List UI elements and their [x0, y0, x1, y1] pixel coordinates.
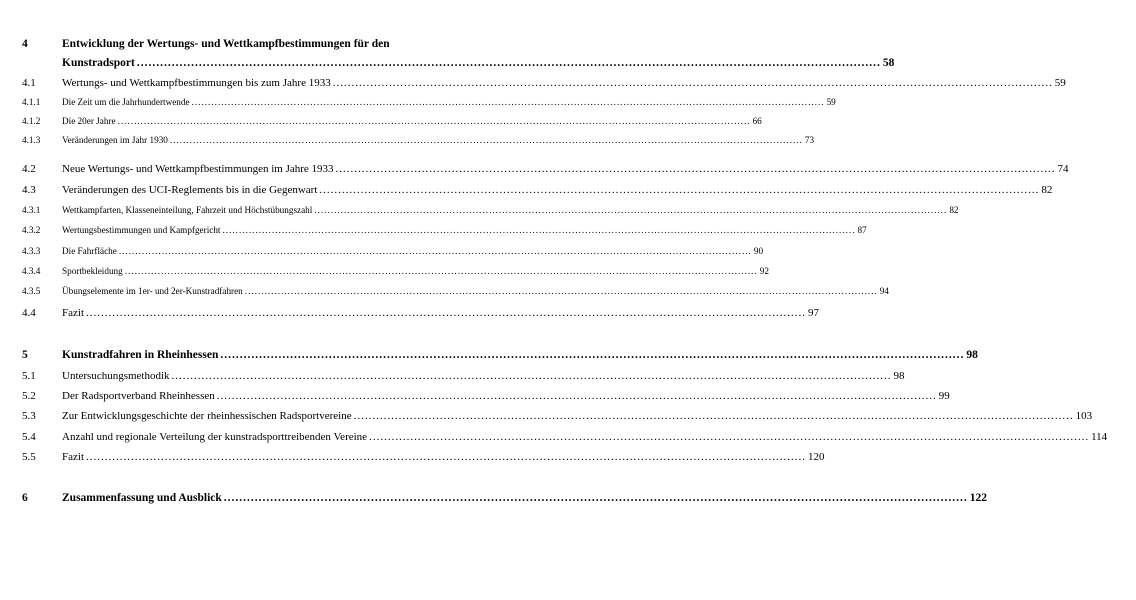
leader-dots — [224, 492, 968, 504]
toc-entry-4 — [22, 38, 432, 50]
toc-page: 82 — [949, 205, 959, 215]
toc-title: Veränderungen im Jahr 1930 — [62, 135, 168, 145]
toc-entry-4-3 — [22, 184, 1053, 196]
toc-title: Neue Wertungs- und Wettkampfbestimmungen im Jahre 1933 — [62, 163, 334, 175]
toc-title: Zur Entwicklungsgeschichte der rheinhessischen Radsportvereine — [62, 410, 352, 422]
toc-number: 5.3 — [22, 410, 36, 422]
leader-dots — [118, 116, 751, 126]
toc-page: 114 — [1091, 431, 1108, 443]
toc-entry-4-3-2 — [22, 225, 867, 235]
toc-title: Die Zeit um die Jahrhundertwende — [62, 97, 190, 107]
leader-dots — [119, 246, 752, 256]
toc-entry-4-cont — [22, 57, 895, 69]
toc-page: 82 — [1041, 184, 1053, 196]
toc-entry-4-3-4 — [22, 266, 769, 276]
toc-entry-4-4 — [22, 307, 819, 319]
toc-entry-4-3-1 — [22, 205, 959, 215]
toc-page: 92 — [759, 266, 769, 276]
toc-entry-4-1 — [22, 77, 1066, 89]
leader-dots — [336, 163, 1056, 175]
toc-page: 58 — [882, 57, 895, 69]
toc-page: 122 — [969, 492, 988, 504]
leader-dots — [354, 410, 1074, 422]
leader-dots — [245, 286, 878, 296]
toc-title: Der Radsportverband Rheinhessen — [62, 390, 215, 402]
toc-number: 4.1.2 — [22, 116, 41, 126]
toc-number: 5.1 — [22, 370, 36, 382]
toc-title: Wettkampfarten, Klasseneinteilung, Fahrzeit und Höchstübungszahl — [62, 205, 313, 215]
toc-page: 98 — [893, 370, 905, 382]
toc-number: 4.3.4 — [22, 266, 41, 276]
toc-title: Anzahl und regionale Verteilung der kunstradsporttreibenden Vereine — [62, 431, 368, 443]
toc-title: Untersuchungsmethodik — [62, 370, 170, 382]
toc-number: 4.1 — [22, 77, 36, 89]
toc-entry-4-3-3 — [22, 246, 764, 256]
toc-entry-5 — [22, 349, 978, 361]
toc-entry-5-2 — [22, 390, 950, 402]
toc-page: 74 — [1057, 163, 1069, 175]
leader-dots — [192, 97, 825, 107]
toc-number: 5.4 — [22, 431, 36, 443]
leader-dots — [86, 451, 806, 463]
toc-page: 103 — [1075, 410, 1093, 422]
leader-dots — [217, 390, 937, 402]
leader-dots — [314, 205, 947, 215]
toc-title: Kunstradfahren in Rheinhessen — [62, 349, 219, 361]
toc-title: Fazit — [62, 451, 84, 463]
toc-page: 97 — [808, 307, 819, 319]
toc-title: Wertungsbestimmungen und Kampfgericht — [62, 225, 221, 235]
toc-number: 4.1.3 — [22, 135, 41, 145]
toc-number: 4.3.3 — [22, 246, 41, 256]
toc-page: 90 — [753, 246, 764, 256]
toc-title: Kunstradsport — [62, 57, 135, 69]
leader-dots — [369, 431, 1089, 443]
toc-page: 99 — [938, 390, 950, 402]
toc-title: Entwicklung der Wertungs- und Wettkampfbestimmungen für den — [62, 38, 390, 50]
toc-number: 4 — [22, 38, 28, 50]
leader-dots — [220, 349, 964, 361]
toc-number: 4.2 — [22, 163, 36, 175]
leader-dots — [333, 77, 1053, 89]
toc-page: 59 — [1054, 77, 1066, 89]
toc-number: 5 — [22, 349, 28, 361]
toc-entry-4-2 — [22, 163, 1069, 175]
toc-page: 59 — [826, 97, 836, 107]
toc-title: Übungselemente im 1er- und 2er-Kunstradfahren — [62, 286, 243, 296]
toc-page: 120 — [808, 451, 825, 463]
toc-title: Die Fahrfläche — [62, 246, 117, 256]
toc-title: Veränderungen des UCI-Reglements bis in die Gegenwart — [62, 184, 318, 196]
toc-title: Sportbekleidung — [62, 266, 123, 276]
leader-dots — [170, 135, 803, 145]
leader-dots — [137, 57, 881, 69]
leader-dots — [125, 266, 758, 276]
toc-entry-4-3-5 — [22, 286, 889, 296]
toc-number: 4.1.1 — [22, 97, 41, 107]
toc-entry-4-1-3 — [22, 135, 815, 145]
toc-entry-5-5 — [22, 451, 825, 463]
toc-number: 4.3.2 — [22, 225, 41, 235]
toc-number: 4.3 — [22, 184, 36, 196]
leader-dots — [172, 370, 892, 382]
toc-title: Fazit — [62, 307, 84, 319]
toc-entry-5-4 — [22, 431, 1108, 443]
toc-title: Zusammenfassung und Ausblick — [62, 492, 222, 504]
toc-page: 98 — [966, 349, 978, 361]
toc-entry-5-1 — [22, 370, 905, 382]
toc-number: 4.3.5 — [22, 286, 41, 296]
toc-entry-5-3 — [22, 410, 1093, 422]
toc-number: 4.3.1 — [22, 205, 41, 215]
toc-page: 66 — [752, 116, 762, 126]
toc-title: Wertungs- und Wettkampfbestimmungen bis zum Jahre 1933 — [62, 77, 331, 89]
leader-dots — [222, 225, 855, 235]
toc-title: Die 20er Jahre — [62, 116, 116, 126]
toc-entry-4-1-1 — [22, 97, 836, 107]
toc-number: 5.5 — [22, 451, 36, 463]
leader-dots — [319, 184, 1039, 196]
toc-page: 94 — [879, 286, 889, 296]
toc-page: 87 — [857, 225, 867, 235]
toc-number: 5.2 — [22, 390, 36, 402]
toc-number: 4.4 — [22, 307, 36, 319]
toc-page: 73 — [804, 135, 815, 145]
toc-entry-6 — [22, 492, 988, 504]
toc-entry-4-1-2 — [22, 116, 762, 126]
leader-dots — [86, 307, 806, 319]
toc-number: 6 — [22, 492, 28, 504]
